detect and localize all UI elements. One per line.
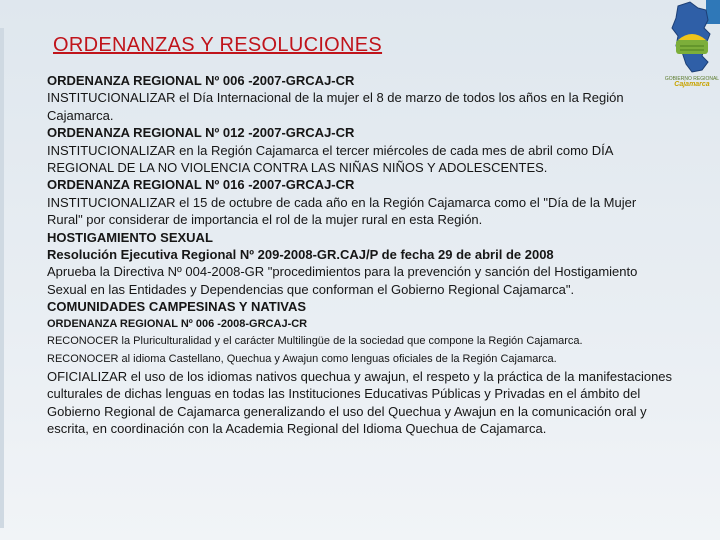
ordinance-006-2008-body-1: RECONOCER la Pluriculturalidad y el carácter Multilingüe de la sociedad que compone la Región Cajamarca. xyxy=(47,335,583,348)
ordinance-006-2008-heading: ORDENANZA REGIONAL Nº 006 -2008-GRCAJ-CR xyxy=(47,317,308,330)
ordinance-012-2007-heading: ORDENANZA REGIONAL Nº 012 -2007-GRCAJ-CR xyxy=(47,125,355,141)
ordinance-006-2008-body-2: RECONOCER al idioma Castellano, Quechua y Awajun como lenguas oficiales de la Región Cajamarca. xyxy=(47,352,557,365)
resolution-209-2008-body: Aprueba la Directiva Nº 004-2008-GR "procedimientos para la prevención y sanción del Hostigamiento Sexual en las Entidades y Dependencias que conforman el Gobierno Regional Cajamarca". xyxy=(47,264,638,297)
logo-caption-big: Cajamarca xyxy=(674,81,710,88)
ordinance-006-2007-heading: ORDENANZA REGIONAL Nº 006 -2007-GRCAJ-CR xyxy=(47,73,355,88)
ordinance-006-2007-body: INSTITUCIONALIZAR el Día Internacional de la mujer el 8 de marzo de todos los años en la Región Cajamarca. xyxy=(47,90,624,123)
ordinance-012-2007-body: INSTITUCIONALIZAR en la Región Cajamarca el tercer miércoles de cada mes de abril como DÍA REGIONAL DE LA NO VIOLENCIA CONTRA LAS NIÑAS NIÑOS Y ADOLESCENTES. xyxy=(47,142,613,176)
logo-caption-small: GOBIERNO REGIONAL xyxy=(664,76,720,82)
content-body xyxy=(47,72,675,438)
communities-heading: COMUNIDADES CAMPESINAS Y NATIVAS xyxy=(47,299,307,315)
ordinance-016-2007-body: INSTITUCIONALIZAR el 15 de octubre de cada año en la Región Cajamarca como el "Día de la Mujer Rural" por considerar de importancia el rol de la mujer rural en esta Región. xyxy=(47,194,637,228)
resolution-209-2008-heading: Resolución Ejecutiva Regional Nº 209-2008-GR.CAJ/P de fecha 29 de abril de 2008 xyxy=(47,247,554,263)
sexual-harassment-heading: HOSTIGAMIENTO SEXUAL xyxy=(47,229,213,245)
ordinance-006-2008-body-3: OFICIALIZAR el uso de los idiomas nativos quechua y awajun, el respeto y la práctica de la manifestaciones culturales de dichas lenguas en todas las Instituciones Educativas Públicas y Privadas en el ámbito del Gobierno Regional de Cajamarca generalizando el uso del Quechua y Awajun en la comunicación oral y escrita, en coordinación con la Academia Regional del Idioma Quechua de Cajamarca. xyxy=(47,368,673,437)
left-edge-band xyxy=(0,28,4,528)
slide-title: ORDENANZAS Y RESOLUCIONES xyxy=(53,34,383,56)
ordinance-016-2007-heading: ORDENANZA REGIONAL Nº 016 -2007-GRCAJ-CR xyxy=(47,177,355,193)
